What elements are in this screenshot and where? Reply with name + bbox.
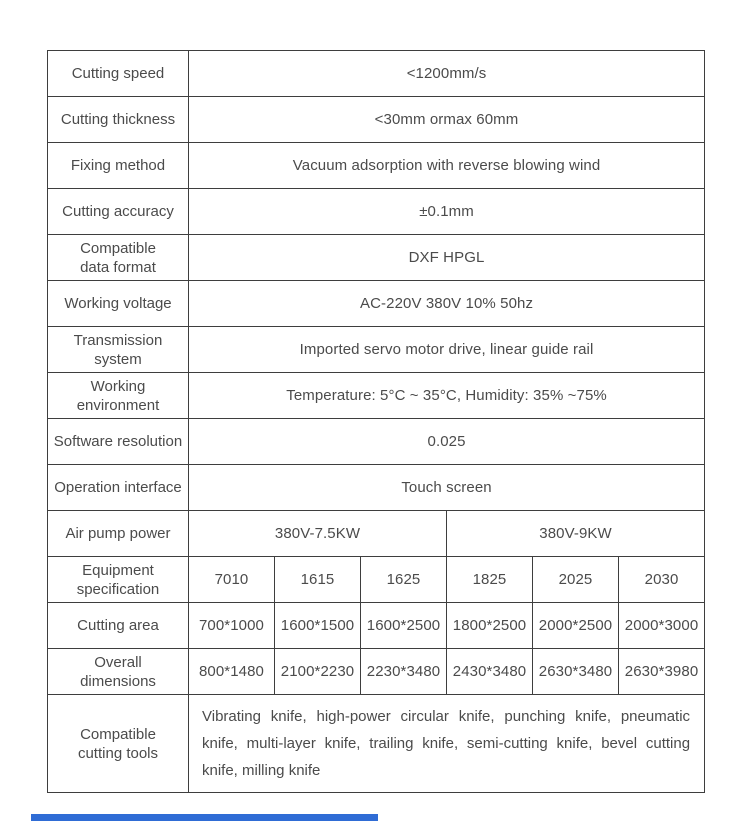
table-row-air-pump xyxy=(48,511,705,557)
table-row-cutting-area xyxy=(48,603,705,649)
row-value: DXF HPGL xyxy=(189,235,705,281)
row-value: 0.025 xyxy=(189,419,705,465)
spec-cell: 1825 xyxy=(447,557,533,603)
row-label: Equipment specification xyxy=(48,557,189,603)
spec-cell: 2025 xyxy=(533,557,619,603)
spec-cell: 2630*3480 xyxy=(533,649,619,695)
spec-cell: 700*1000 xyxy=(189,603,275,649)
row-label: Transmission system xyxy=(48,327,189,373)
spec-cell: 800*1480 xyxy=(189,649,275,695)
row-label: Air pump power xyxy=(48,511,189,557)
spec-cell: 1600*1500 xyxy=(275,603,361,649)
table-row-overall-dimensions xyxy=(48,649,705,695)
spec-cell: 2230*3480 xyxy=(361,649,447,695)
table-row xyxy=(48,189,705,235)
spec-cell: 2000*2500 xyxy=(533,603,619,649)
row-value: Temperature: 5°C ~ 35°C, Humidity: 35% ~75% xyxy=(189,373,705,419)
row-label: Compatible data format xyxy=(48,235,189,281)
spec-cell: 1615 xyxy=(275,557,361,603)
row-label: Operation interface xyxy=(48,465,189,511)
table-row xyxy=(48,465,705,511)
row-label: Software resolution xyxy=(48,419,189,465)
table-row-cutting-tools xyxy=(48,695,705,793)
table-row xyxy=(48,373,705,419)
bottom-accent-bar xyxy=(31,814,378,821)
spec-cell: 1625 xyxy=(361,557,447,603)
table-row xyxy=(48,419,705,465)
row-label: Cutting area xyxy=(48,603,189,649)
table-row xyxy=(48,143,705,189)
spec-cell: 2000*3000 xyxy=(619,603,705,649)
table-row xyxy=(48,327,705,373)
air-pump-left-value: 380V-7.5KW xyxy=(189,511,447,557)
cutting-tools-value: Vibrating knife, high-power circular knife, punching knife, pneumatic knife, multi-layer knife, trailing knife, semi-cutting knife, bevel cutting knife, milling knife xyxy=(189,695,705,793)
row-value: AC-220V 380V 10% 50hz xyxy=(189,281,705,327)
row-label: Cutting accuracy xyxy=(48,189,189,235)
row-label: Working voltage xyxy=(48,281,189,327)
spec-cell: 1600*2500 xyxy=(361,603,447,649)
row-label: Fixing method xyxy=(48,143,189,189)
row-value: <1200mm/s xyxy=(189,51,705,97)
air-pump-right-value: 380V-9KW xyxy=(447,511,705,557)
spec-cell: 2100*2230 xyxy=(275,649,361,695)
row-label: Cutting thickness xyxy=(48,97,189,143)
spec-cell: 2030 xyxy=(619,557,705,603)
row-value: ±0.1mm xyxy=(189,189,705,235)
table-row-equipment-spec xyxy=(48,557,705,603)
row-value: Imported servo motor drive, linear guide rail xyxy=(189,327,705,373)
row-label: Cutting speed xyxy=(48,51,189,97)
spec-cell: 2430*3480 xyxy=(447,649,533,695)
table-row xyxy=(48,51,705,97)
table-row xyxy=(48,235,705,281)
spec-cell: 7010 xyxy=(189,557,275,603)
spec-table xyxy=(47,50,705,793)
row-label: Working environment xyxy=(48,373,189,419)
table-row xyxy=(48,281,705,327)
row-value: Vacuum adsorption with reverse blowing wind xyxy=(189,143,705,189)
row-value: Touch screen xyxy=(189,465,705,511)
table-row xyxy=(48,97,705,143)
spec-cell: 1800*2500 xyxy=(447,603,533,649)
row-value: <30mm ormax 60mm xyxy=(189,97,705,143)
spec-cell: 2630*3980 xyxy=(619,649,705,695)
row-label: Overall dimensions xyxy=(48,649,189,695)
row-label: Compatible cutting tools xyxy=(48,695,189,793)
